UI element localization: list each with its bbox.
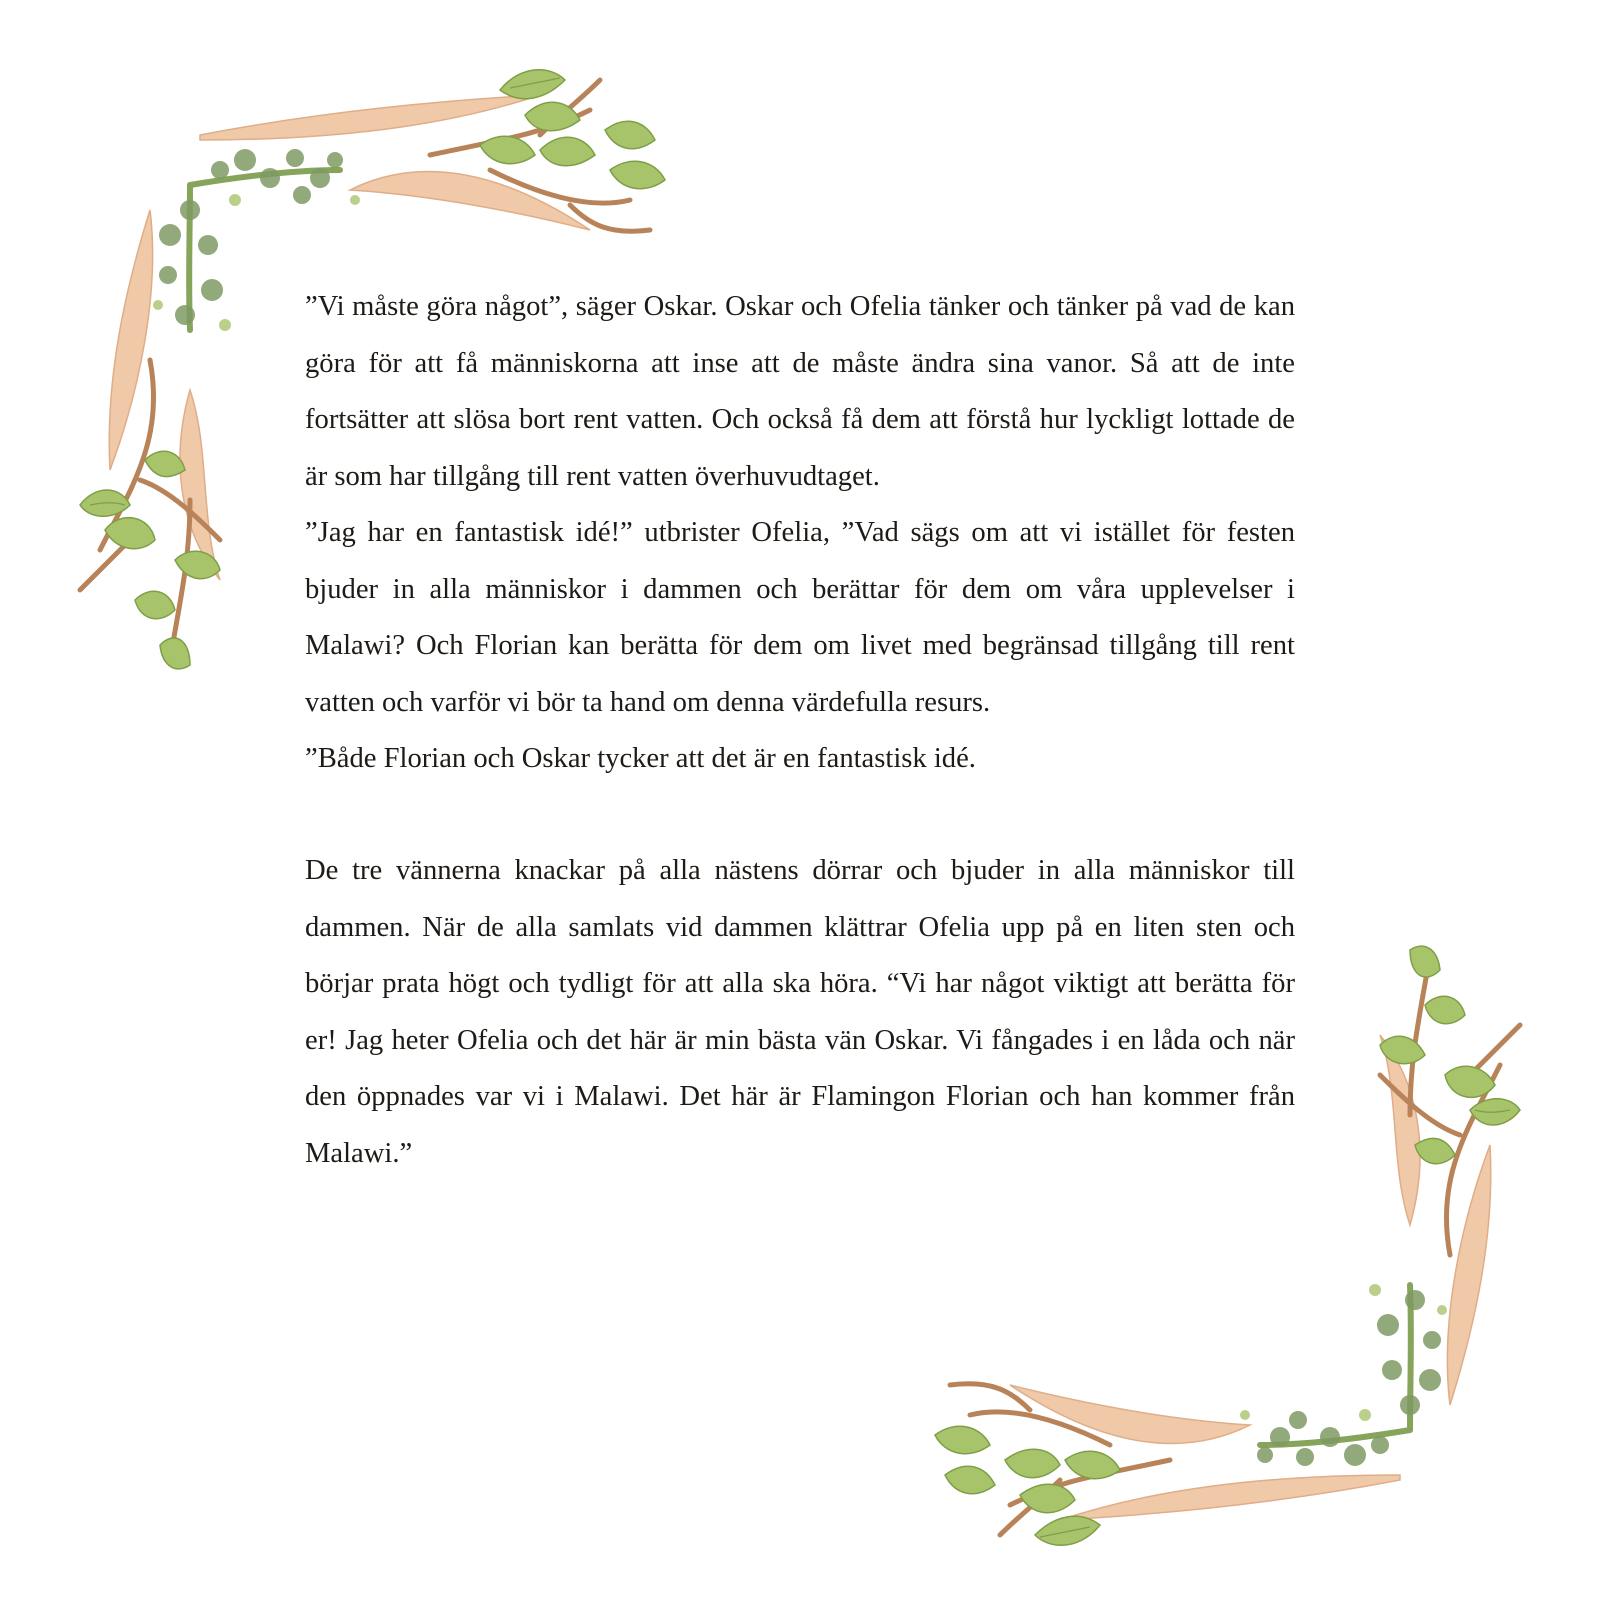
paragraph-agreement: ”Både Florian och Oskar tycker att det är en fantastisk idé. — [305, 743, 976, 774]
story-section-1 — [305, 279, 1295, 788]
story-section-2 — [305, 843, 1295, 1182]
paragraph-friends-invite: De tre vännerna knackar på alla nästens dörrar och bjuder in alla människor till dammen. När de alla samlats vid dammen klättrar Ofelia upp på en liten sten och börjar prata högt och tydligt för att alla ska höra. “Vi har något viktigt att berätta för er! Jag heter Ofelia och det här är min bästa vän Oskar. Vi fångades i en låda och när den öppnades var vi i Malawi. Det här är Flamingon Florian och han kommer från Malawi.” — [305, 855, 1295, 1169]
paragraph-oskar-line: ”Vi måste göra något”, säger Oskar. Oskar och Ofelia tänker och tänker på vad de kan göra för att få människorna att inse att de måste ändra sina vanor. Så att de inte fortsätter att slösa bort rent vatten. Och också få dem att förstå hur lyckligt lottade de är som har tillgång till rent vatten överhuvudtaget. — [305, 291, 1295, 492]
paragraph-ofelia-idea: ”Jag har en fantastisk idé!” utbrister Ofelia, ”Vad sägs om att vi istället för festen bjuder in alla människor i dammen och berättar för dem om våra upplevelser i Malawi? Och Florian kan berätta för dem om livet med begränsad tillgång till rent vatten och varför vi bör ta hand om denna värdefulla resurs. — [305, 517, 1295, 718]
moss-group — [1240, 1284, 1447, 1466]
